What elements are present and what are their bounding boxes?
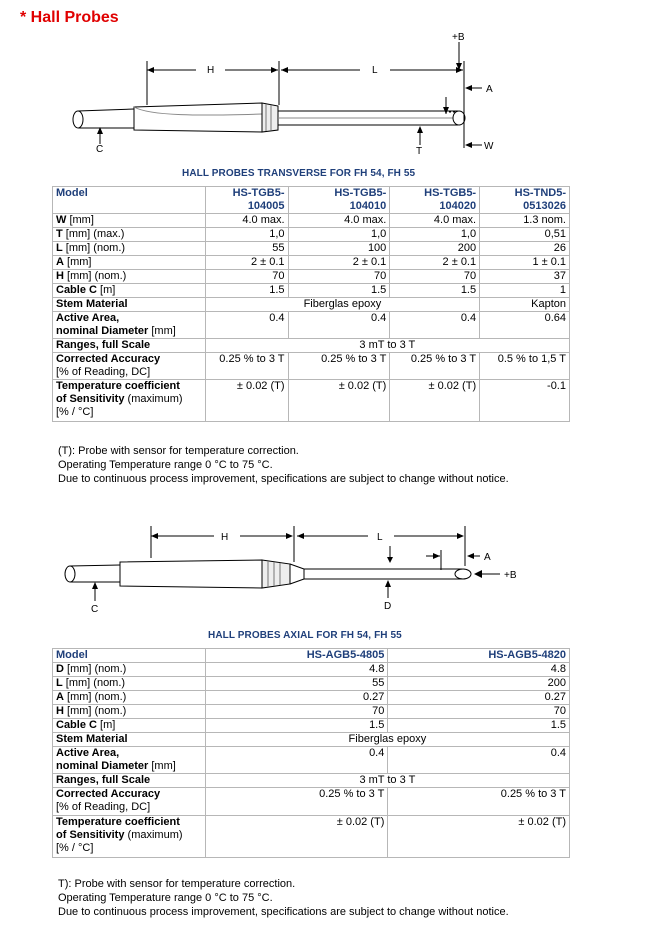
table-row-d: D [mm] (nom.) 4.8 4.8	[53, 663, 570, 677]
dim-label-a: A	[484, 552, 491, 563]
table-row-temp-coeff: Temperature coefficient of Sensitivity (maximum) [% / °C] ± 0.02 (T) ± 0.02 (T) ± 0.02 (T) -0.1	[53, 380, 570, 422]
dim-label-l: L	[377, 532, 383, 543]
model-header: Model	[53, 187, 206, 214]
dim-label-l: L	[372, 65, 378, 76]
table-row-active-area: Active Area, nominal Diameter [mm] 0.4 0.4	[53, 747, 570, 774]
note-line: Due to continuous process improvement, specifications are subject to change without notice.	[58, 473, 509, 485]
dim-label-a: A	[486, 84, 493, 95]
note-line: Operating Temperature range 0 °C to 75 °C.	[58, 892, 273, 904]
table-row-cable: Cable C [m] 1.5 1.5 1.5 1	[53, 284, 570, 298]
table-row-temp-coeff: Temperature coefficient of Sensitivity (maximum) [% / °C] ± 0.02 (T) ± 0.02 (T)	[53, 816, 570, 858]
model-col-3: HS-TGB5- 104020	[390, 187, 480, 214]
model-col-1: HS-AGB5-4805	[205, 649, 388, 663]
axial-notes	[58, 877, 509, 919]
table-row-stem: Stem Material Fiberglas epoxy	[53, 733, 570, 747]
dim-label-c: C	[96, 144, 104, 155]
dim-label-w: W	[484, 141, 494, 152]
table-row-accuracy: Corrected Accuracy [% of Reading, DC] 0.25 % to 3 T 0.25 % to 3 T 0.25 % to 3 T 0.5 % to 1,5 T	[53, 353, 570, 380]
table-row-t: T [mm] (max.) 1,0 1,0 1,0 0,51	[53, 228, 570, 242]
model-col-1: HS-TGB5- 104005	[205, 187, 288, 214]
dim-label-c: C	[91, 604, 99, 615]
axial-spec-table	[52, 648, 570, 858]
table-row-a: A [mm] 2 ± 0.1 2 ± 0.1 2 ± 0.1 1 ± 0.1	[53, 256, 570, 270]
page-title: * Hall Probes	[20, 9, 119, 26]
table-row-accuracy: Corrected Accuracy [% of Reading, DC] 0.25 % to 3 T 0.25 % to 3 T	[53, 788, 570, 816]
dim-label-d: D	[384, 601, 392, 612]
transverse-spec-table	[52, 186, 570, 422]
table-row-l: L [mm] (nom.) 55 100 200 26	[53, 242, 570, 256]
table-row-h: H [mm] (nom.) 70 70	[53, 705, 570, 719]
table-header-row	[53, 187, 570, 214]
model-col-4: HS-TND5- 0513026	[480, 187, 570, 214]
table-row-l: L [mm] (nom.) 55 200	[53, 677, 570, 691]
transverse-table-title: HALL PROBES TRANSVERSE FOR FH 54, FH 55	[182, 168, 416, 179]
table-row-a: A [mm] (nom.) 0.27 0.27	[53, 691, 570, 705]
dim-label-h: H	[207, 65, 215, 76]
model-col-2: HS-AGB5-4820	[388, 649, 570, 663]
axial-probe-drawing	[0, 516, 670, 616]
table-row-range: Ranges, full Scale 3 mT to 3 T	[53, 774, 570, 788]
dim-label-h: H	[221, 532, 229, 543]
table-header-row	[53, 649, 570, 663]
model-col-2: HS-TGB5- 104010	[288, 187, 390, 214]
note-line: T): Probe with sensor for temperature correction.	[58, 878, 296, 890]
axial-table-title: HALL PROBES AXIAL FOR FH 54, FH 55	[208, 630, 402, 641]
note-line: Due to continuous process improvement, specifications are subject to change without notice.	[58, 906, 509, 918]
table-row-stem: Stem Material Fiberglas epoxy Kapton	[53, 298, 570, 312]
table-row-w: W [mm] 4.0 max. 4.0 max. 4.0 max. 1.3 nom.	[53, 214, 570, 228]
table-row-range: Ranges, full Scale 3 mT to 3 T	[53, 339, 570, 353]
note-line: Operating Temperature range 0 °C to 75 °C.	[58, 459, 273, 471]
dim-label-t: T	[416, 146, 423, 157]
table-row-active-area: Active Area, nominal Diameter [mm] 0.4 0.4 0.4 0.64	[53, 312, 570, 339]
note-line: (T): Probe with sensor for temperature correction.	[58, 445, 299, 457]
dim-label-b: +B	[504, 570, 517, 581]
dim-label-b: +B	[452, 32, 465, 43]
model-header: Model	[53, 649, 206, 663]
transverse-notes	[58, 444, 509, 486]
table-row-h: H [mm] (nom.) 70 70 70 37	[53, 270, 570, 284]
table-row-cable: Cable C [m] 1.5 1.5	[53, 719, 570, 733]
transverse-probe-drawing	[0, 28, 670, 158]
